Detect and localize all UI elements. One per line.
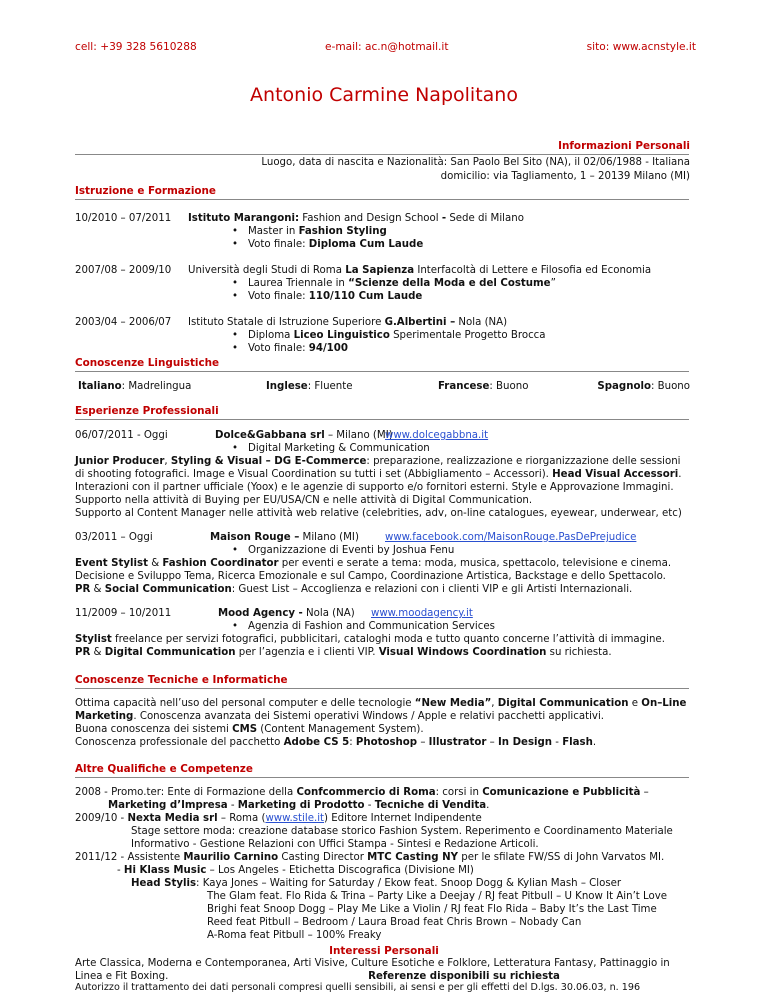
education-bullet: • Voto finale: Diploma Cum Laude: [231, 239, 424, 250]
experience-text: Stylist freelance per servizi fotografici, pubblicitari, cataloghi moda e tutto quanto concerne l’attività di immagine.: [75, 634, 665, 645]
experience-company-2: Maison Rouge – Milano (MI): [210, 532, 359, 543]
education-bullet: • Diploma Liceo Linguistico Sperimentale Progetto Brocca: [231, 330, 546, 341]
nexta-link[interactable]: www.stile.it: [265, 813, 325, 824]
language-item: Italiano: Madrelingua: [78, 381, 192, 392]
education-institution-2: Università degli Studi di Roma La Sapienza Interfacoltà di Lettere e Filosofia ed Economia: [188, 265, 652, 276]
divider: [75, 154, 689, 155]
references-note: Referenze disponibili su richiesta: [368, 971, 560, 982]
experience-bullet: • Agenzia di Fashion and Communication Services: [231, 621, 495, 632]
other-text: Stage settore moda: creazione database storico Fashion System. Reperimento e Coordinamento Materiale: [131, 826, 673, 837]
header-email[interactable]: e-mail: ac.n@hotmail.it: [325, 41, 449, 53]
interests-heading: Interessi Personali: [329, 945, 439, 957]
other-text: Brighi feat Snoop Dogg – Play Me Like a Violin / RJ feat Flo Rida – Baby It’s the Last Time: [207, 904, 657, 915]
experience-text: di shooting fotografici. Image e Visual Coordination su tutti i set (Abbigliamento – Accessori). Head Visual Accessori.: [75, 469, 682, 480]
experience-heading: Esperienze Professionali: [75, 405, 219, 417]
tech-heading: Conoscenze Tecniche e Informatiche: [75, 674, 288, 686]
experience-date-3: 11/2009 – 10/2011: [75, 608, 172, 619]
languages-heading: Conoscenze Linguistiche: [75, 357, 220, 369]
education-date-3: 2003/04 – 2006/07: [75, 317, 172, 328]
personal-line-1: Luogo, data di nascita e Nazionalità: San Paolo Bel Sito (NA), il 02/06/1988 - Italiana: [261, 157, 690, 168]
tech-text: Ottima capacità nell’uso del personal computer e delle tecnologie “New Media”, Digital Communication e On–Line: [75, 698, 687, 709]
other-text: Marketing d’Impresa - Marketing di Prodotto - Tecniche di Vendita.: [108, 800, 490, 811]
education-bullet: • Voto finale: 110/110 Cum Laude: [231, 291, 423, 302]
education-date-1: 10/2010 – 07/2011: [75, 213, 172, 224]
other-heading: Altre Qualifiche e Competenze: [75, 763, 253, 775]
experience-date-1: 06/07/2011 - Oggi: [75, 430, 168, 441]
interests-text: Linea e Fit Boxing.: [75, 971, 169, 982]
other-text: - Hi Klass Music – Los Angeles - Etichetta Discografica (Divisione MI): [117, 865, 474, 876]
experience-text: Event Stylist & Fashion Coordinator per eventi e serate a tema: moda, musica, spettacolo, televisione e cinema.: [75, 558, 672, 569]
tech-text: Buona conoscenza dei sistemi CMS (Content Management System).: [75, 724, 424, 735]
experience-bullet: • Organizzazione di Eventi by Joshua Fenu: [231, 545, 455, 556]
header-site[interactable]: sito: www.acnstyle.it: [586, 41, 696, 53]
other-text: Head Stylis: Kaya Jones – Waiting for Saturday / Ekow feat. Snoop Dogg & Kylian Mash – Closer: [131, 878, 622, 889]
experience-link-1[interactable]: www.dolcegabbna.it: [385, 430, 489, 441]
other-text: 2008 - Promo.ter: Ente di Formazione della Confcommercio di Roma: corsi in Comunicazione e Pubblicità –: [75, 787, 649, 798]
personal-line-2: domicilio: via Tagliamento, 1 – 20139 Milano (MI): [440, 171, 690, 182]
language-item: Spagnolo: Buono: [597, 381, 690, 392]
privacy-note: Autorizzo il trattamento dei dati personali compresi quelli sensibili, ai sensi e per gli effetti del D.lgs. 30.06.03, n. 196: [75, 982, 641, 993]
education-bullet: • Master in Fashion Styling: [231, 226, 387, 237]
header-cell: cell: +39 328 5610288: [75, 41, 197, 53]
other-text: Reed feat Pitbull – Bedroom / Laura Broad feat Chris Brown – Nobady Can: [207, 917, 582, 928]
tech-text: Conoscenza professionale del pacchetto Adobe CS 5: Photoshop – Illustrator – In Design - Flash.: [75, 737, 597, 748]
divider: [75, 419, 689, 420]
language-item: Inglese: Fluente: [266, 381, 353, 392]
other-text: 2011/12 - Assistente Maurilio Carnino Casting Director MTC Casting NY per le sfilate FW/SS di John Varvatos MI.: [75, 852, 665, 863]
personal-heading: Informazioni Personali: [558, 140, 690, 152]
experience-company-1: Dolce&Gabbana srl – Milano (MI): [215, 430, 393, 441]
other-text: 2009/10 - Nexta Media srl – Roma (www.stile.it) Editore Internet Indipendente: [75, 813, 482, 824]
other-text: The Glam feat. Flo Rida & Trina – Party Like a Deejay / RJ feat Pitbull – U Know It Ain’t Love: [207, 891, 668, 902]
experience-text: PR & Social Communication: Guest List – Accoglienza e relazioni con i clienti VIP e gli Artisti Internazionali.: [75, 584, 633, 595]
experience-text: Junior Producer, Styling & Visual – DG E-Commerce: preparazione, realizzazione e riorganizzazione delle sessioni: [75, 456, 681, 467]
experience-bullet: • Digital Marketing & Communication: [231, 443, 430, 454]
page-title: Antonio Carmine Napolitano: [250, 84, 518, 106]
divider: [75, 371, 689, 372]
experience-text: Supporto nella attività di Buying per EU/USA/CN e nelle attività di Digital Communication.: [75, 495, 533, 506]
education-institution-1: Istituto Marangoni: Fashion and Design School - Sede di Milano: [188, 213, 524, 224]
experience-link-3[interactable]: www.moodagency.it: [371, 608, 473, 619]
experience-text: Supporto al Content Manager nelle attività web relative (celebrities, adv, on-line catalogues, eyewear, underwear, etc): [75, 508, 682, 519]
education-bullet: • Voto finale: 94/100: [231, 343, 348, 354]
education-heading: Istruzione e Formazione: [75, 185, 216, 197]
education-date-2: 2007/08 – 2009/10: [75, 265, 172, 276]
interests-text: Arte Classica, Moderna e Contemporanea, Arti Visive, Culture Esotiche e Folklore, Letteratura Fantasy, Pattinaggio in: [75, 958, 670, 969]
other-text: A-Roma feat Pitbull – 100% Freaky: [207, 930, 382, 941]
education-bullet: • Laurea Triennale in “Scienze della Moda e del Costume”: [231, 278, 556, 289]
divider: [75, 688, 689, 689]
experience-date-2: 03/2011 – Oggi: [75, 532, 153, 543]
experience-text: Decisione e Sviluppo Tema, Ricerca Emozionale e sul Campo, Coordinazione Artistica, Backstage e dello Spettacolo.: [75, 571, 666, 582]
education-institution-3: Istituto Statale di Istruzione Superiore G.Albertini – Nola (NA): [188, 317, 508, 328]
experience-company-3: Mood Agency - Nola (NA): [218, 608, 355, 619]
experience-link-2[interactable]: www.facebook.com/MaisonRouge.PasDePrejudice: [385, 532, 637, 543]
divider: [75, 199, 689, 200]
tech-text: Marketing. Conoscenza avanzata dei Sistemi operativi Windows / Apple e relativi pacchetti applicativi.: [75, 711, 605, 722]
divider: [75, 777, 689, 778]
language-item: Francese: Buono: [438, 381, 529, 392]
experience-text: PR & Digital Communication per l’agenzia e i clienti VIP. Visual Windows Coordination su richiesta.: [75, 647, 612, 658]
experience-text: Interazioni con il partner ufficiale (Yoox) e le agenzie di supporto e/o fornitori esterni. Style e Approvazione Immagini.: [75, 482, 674, 493]
other-text: Informativo - Gestione Relazioni con Uffici Stampa - Sintesi e Redazione Articoli.: [131, 839, 539, 850]
